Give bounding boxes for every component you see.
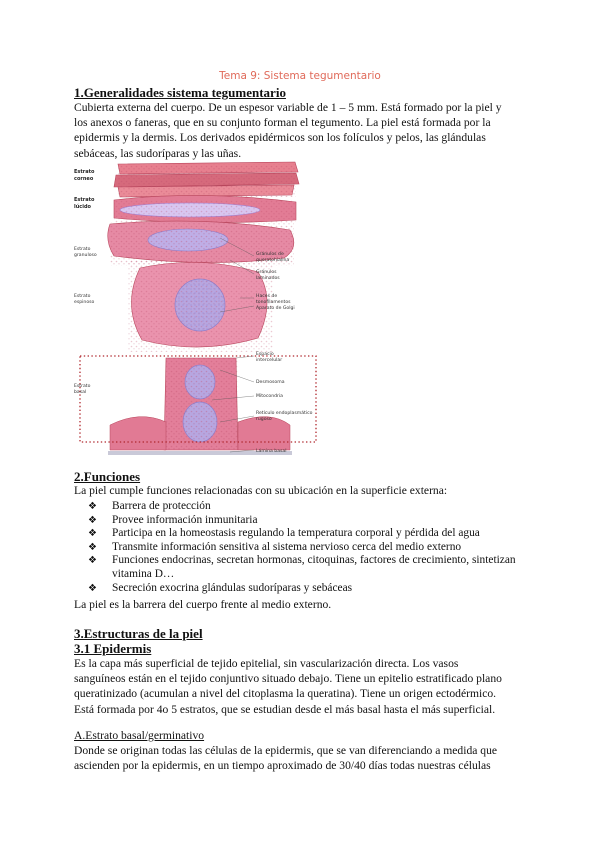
stratum-corneum-layer bbox=[114, 162, 299, 197]
epidermis-diagram bbox=[70, 160, 320, 464]
list-item: ❖ Secreción exocrina glándulas sudoríparas y sebáceas bbox=[88, 581, 353, 594]
label-golgi: Aparato de Golgi bbox=[256, 306, 295, 311]
label-tonofilamentos-1: Haces de bbox=[256, 294, 278, 299]
page-title: Tema 9: Sistema tegumentario bbox=[219, 70, 381, 82]
diamond-cross-bullet-icon: ❖ bbox=[88, 541, 97, 553]
text-line: sebáceas, las sudoríparas y las uñas. bbox=[74, 146, 242, 160]
section-a-paragraph bbox=[74, 743, 534, 773]
diamond-cross-bullet-icon: ❖ bbox=[88, 582, 97, 594]
label-tonofilamentos-2: tonofilamentos bbox=[256, 300, 291, 305]
diamond-cross-bullet-icon: ❖ bbox=[88, 555, 97, 567]
text-line: epidermis y la dermis. Los derivados epidérmicos son los folículos y pelos, las glándulas bbox=[74, 131, 486, 145]
label-estrato-basal-1: Estrato bbox=[74, 384, 91, 389]
stratum-basale-layer bbox=[110, 358, 290, 450]
label-laminados-2: laminados bbox=[256, 276, 280, 281]
text-line: Es la capa más superficial de tejido epitelial, sin vascularización directa. Los vasos bbox=[74, 657, 459, 670]
diamond-cross-bullet-icon: ❖ bbox=[88, 528, 97, 540]
label-queratohialina-1: Gránulos de bbox=[256, 252, 284, 257]
label-mitocondria: Mitocondria bbox=[256, 394, 283, 399]
label-estrato-basal-2: basal bbox=[74, 390, 87, 395]
label-desmosoma: Desmosoma bbox=[256, 380, 285, 385]
section-2-intro: La piel cumple funciones relacionadas con su ubicación en la superficie externa: bbox=[74, 484, 448, 497]
stratum-spinosum-layer bbox=[128, 260, 273, 352]
text-line: sanguíneos están en el tejido conjuntivo situado debajo. Tiene un epitelio estratificado plano bbox=[74, 672, 502, 686]
list-item: ❖ Participa en la homeostasis regulando la temperatura corporal y pérdida del agua bbox=[88, 527, 480, 540]
list-item: ❖ Funciones endocrinas, secretan hormonas, citoquinas, factores de crecimiento, sintetizan vitamina D… bbox=[88, 554, 516, 580]
label-estrato-granuloso-1: Estrato bbox=[74, 247, 91, 252]
label-estrato-espinoso-2: espinoso bbox=[74, 300, 95, 305]
stratum-lucidum-layer bbox=[114, 195, 296, 222]
label-queratohialina-2: queratohialina bbox=[256, 258, 290, 263]
section-1-heading: 1.Generalidades sistema tegumentario bbox=[74, 85, 286, 100]
diamond-cross-bullet-icon: ❖ bbox=[88, 514, 97, 526]
text-line: ascienden por la epidermis, en un tiempo aproximado de 30/40 días todas nuestras células bbox=[74, 759, 491, 773]
section-1-paragraph bbox=[74, 100, 534, 161]
list-item: ❖ Provee información inmunitaria bbox=[88, 513, 258, 526]
list-item: ❖ Barrera de protección bbox=[88, 500, 211, 512]
label-espacio-1: Espacio bbox=[256, 352, 274, 357]
section-a-heading: A.Estrato basal/germinativo bbox=[74, 729, 205, 742]
label-laminados-1: Gránulos bbox=[256, 270, 277, 275]
label-lamina-basal: Lámina basal bbox=[256, 449, 287, 454]
text-line: Donde se originan todas las células de la epidermis, que se van diferenciando a medida que bbox=[74, 744, 498, 757]
text-line: Está formada por 4o 5 estratos, que se estudian desde el más basal hasta el más superficial. bbox=[74, 702, 496, 716]
label-estrato-granuloso-2: granuloso bbox=[74, 253, 97, 258]
label-espacio-2: intercelular bbox=[256, 358, 283, 363]
section-3-paragraph bbox=[74, 656, 534, 717]
list-item: ❖ Transmite información sensitiva al sistema nervioso cerca del medio externo bbox=[88, 540, 462, 553]
functions-list bbox=[88, 500, 528, 595]
label-reticulo-1: Retículo endoplasmático bbox=[256, 411, 313, 416]
text-line: los anexos o faneras, que en su conjunto forman el tegumento. La piel está formada por la bbox=[74, 116, 491, 130]
diamond-cross-bullet-icon: ❖ bbox=[88, 501, 97, 512]
text-line: queratinizado (acumulan a nivel del citoplasma la queratina). Tiene un origen ectodérmico. bbox=[74, 687, 497, 701]
section-2-heading: 2.Funciones bbox=[74, 469, 141, 484]
label-estrato-lucido-1: Estrato bbox=[74, 197, 95, 203]
section-3-heading: 3.Estructuras de la piel bbox=[74, 626, 203, 641]
label-estrato-corneo-2: corneo bbox=[74, 176, 94, 182]
section-3-1-heading: 3.1 Epidermis bbox=[74, 641, 152, 656]
label-estrato-lucido-2: lúcido bbox=[74, 204, 91, 210]
section-2-outro: La piel es la barrera del cuerpo frente al medio externo. bbox=[74, 598, 332, 611]
label-estrato-espinoso-1: Estrato bbox=[74, 294, 91, 299]
label-reticulo-2: rugoso bbox=[256, 417, 272, 422]
label-estrato-corneo-1: Estrato bbox=[74, 169, 95, 175]
text-line: Cubierta externa del cuerpo. De un espesor variable de 1 – 5 mm. Está formado por la piel y bbox=[74, 101, 502, 114]
